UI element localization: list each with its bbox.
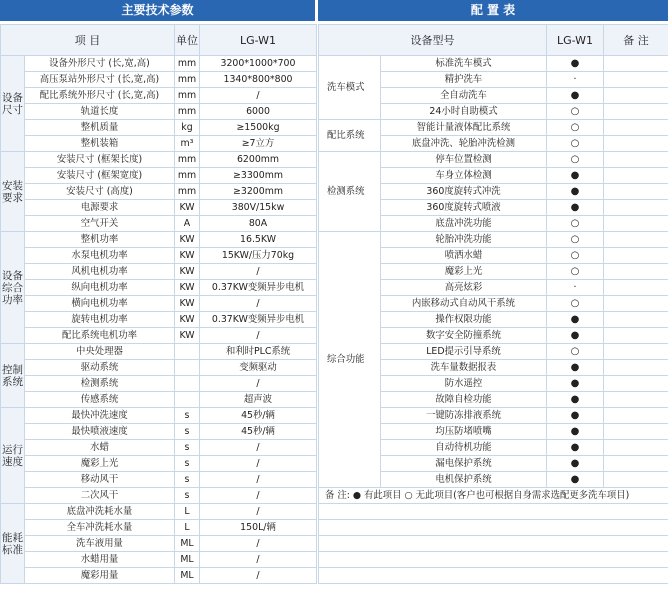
param-value: / (200, 440, 317, 456)
note-row (319, 488, 668, 504)
param-name: 配比系统电机功率 (25, 328, 175, 344)
param-value: 3200*1000*700 (200, 56, 317, 72)
param-unit: s (175, 488, 200, 504)
remark-cell (604, 168, 668, 184)
feature-status: ○ (547, 136, 604, 152)
remark-cell (604, 392, 668, 408)
param-unit: mm (175, 168, 200, 184)
left-title: 主要技术参数 (0, 0, 315, 21)
table-row (1, 264, 317, 280)
feature-status: ● (547, 56, 604, 72)
param-name: 旋转电机功率 (25, 312, 175, 328)
param-name: 最快喷液速度 (25, 424, 175, 440)
param-unit: KW (175, 200, 200, 216)
param-value: / (200, 456, 317, 472)
feature-status: ○ (547, 232, 604, 248)
header-model: LG-W1 (200, 25, 317, 56)
feature-name: 高亮炫彩 (381, 280, 547, 296)
feature-name: 停车位置检测 (381, 152, 547, 168)
remark-cell (604, 440, 668, 456)
table-row (1, 232, 317, 248)
param-name: 纵向电机功率 (25, 280, 175, 296)
remark-cell (604, 424, 668, 440)
empty-cell (319, 504, 668, 520)
feature-status: ● (547, 472, 604, 488)
table-row (1, 120, 317, 136)
param-value: 16.5KW (200, 232, 317, 248)
param-unit (175, 344, 200, 360)
header-row (319, 25, 668, 56)
empty-cell (319, 536, 668, 552)
tech-params-table (0, 24, 317, 584)
param-unit: s (175, 424, 200, 440)
feature-name: 轮胎冲洗功能 (381, 232, 547, 248)
feature-status: ○ (547, 248, 604, 264)
feature-status: · (547, 72, 604, 88)
feature-status: · (547, 280, 604, 296)
feature-name: 24小时自助模式 (381, 104, 547, 120)
feature-status: ● (547, 376, 604, 392)
table-row (1, 456, 317, 472)
param-unit: ML (175, 568, 200, 584)
param-unit: KW (175, 280, 200, 296)
param-name: 整机质量 (25, 120, 175, 136)
group-label: 设备综合功率 (1, 232, 25, 344)
param-name: 底盘冲洗耗水量 (25, 504, 175, 520)
feature-status: ● (547, 360, 604, 376)
param-value: / (200, 88, 317, 104)
table-row (1, 200, 317, 216)
remark-cell (604, 312, 668, 328)
param-value: 380V/15kw (200, 200, 317, 216)
remark-cell (604, 296, 668, 312)
param-value: / (200, 536, 317, 552)
table-row (319, 120, 668, 136)
remark-cell (604, 72, 668, 88)
feature-name: 内嵌移动式自动风干系统 (381, 296, 547, 312)
group-label: 洗车模式 (319, 56, 381, 120)
feature-status: ○ (547, 104, 604, 120)
param-name: 魔彩上光 (25, 456, 175, 472)
param-name: 水蜡用量 (25, 552, 175, 568)
param-name: 水泵电机功率 (25, 248, 175, 264)
param-unit: s (175, 408, 200, 424)
feature-status: ● (547, 440, 604, 456)
param-value: / (200, 504, 317, 520)
table-row (1, 328, 317, 344)
group-label: 检测系统 (319, 152, 381, 232)
param-value: / (200, 296, 317, 312)
feature-name: 故障自检功能 (381, 392, 547, 408)
remark-cell (604, 344, 668, 360)
param-value: / (200, 568, 317, 584)
param-name: 配比系统外形尺寸 (长,宽,高) (25, 88, 175, 104)
group-label: 运行速度 (1, 408, 25, 504)
feature-status: ○ (547, 216, 604, 232)
param-value: ≥1500kg (200, 120, 317, 136)
param-value: 和利时PLC系统 (200, 344, 317, 360)
remark-cell (604, 280, 668, 296)
param-unit: mm (175, 104, 200, 120)
table-row (1, 424, 317, 440)
feature-status: ● (547, 424, 604, 440)
group-label: 设备尺寸 (1, 56, 25, 152)
remark-cell (604, 56, 668, 72)
param-name: 魔彩用量 (25, 568, 175, 584)
param-value: 变频驱动 (200, 360, 317, 376)
param-unit: KW (175, 328, 200, 344)
header-item: 项 目 (1, 25, 175, 56)
table-row (1, 104, 317, 120)
param-name: 设备外形尺寸 (长,宽,高) (25, 56, 175, 72)
param-name: 移动风干 (25, 472, 175, 488)
param-unit: m³ (175, 136, 200, 152)
param-unit (175, 360, 200, 376)
table-row (1, 520, 317, 536)
empty-row (319, 520, 668, 536)
feature-status: ○ (547, 296, 604, 312)
param-name: 整机功率 (25, 232, 175, 248)
remark-cell (604, 456, 668, 472)
feature-name: 一键防冻排液系统 (381, 408, 547, 424)
param-unit (175, 376, 200, 392)
empty-row (319, 504, 668, 520)
param-unit: kg (175, 120, 200, 136)
table-row (319, 232, 668, 248)
group-label: 安装要求 (1, 152, 25, 232)
remark-cell (604, 248, 668, 264)
param-value: 80A (200, 216, 317, 232)
table-row (1, 152, 317, 168)
param-value: 超声波 (200, 392, 317, 408)
table-row (1, 536, 317, 552)
feature-name: 底盘冲洗、轮胎冲洗检测 (381, 136, 547, 152)
table-row (1, 296, 317, 312)
remark-cell (604, 472, 668, 488)
table-row (319, 152, 668, 168)
feature-status: ○ (547, 152, 604, 168)
header-model: LG-W1 (547, 25, 604, 56)
param-unit: s (175, 472, 200, 488)
feature-status: ● (547, 392, 604, 408)
feature-name: LED提示引导系统 (381, 344, 547, 360)
table-row (1, 568, 317, 584)
param-name: 最快冲洗速度 (25, 408, 175, 424)
empty-row (319, 568, 668, 584)
param-unit: ML (175, 552, 200, 568)
feature-name: 智能计量液体配比系统 (381, 120, 547, 136)
param-unit: KW (175, 264, 200, 280)
empty-row (319, 536, 668, 552)
feature-name: 标准洗车模式 (381, 56, 547, 72)
remark-cell (604, 200, 668, 216)
param-name: 全车冲洗耗水量 (25, 520, 175, 536)
feature-status: ○ (547, 264, 604, 280)
param-name: 中央处理器 (25, 344, 175, 360)
feature-status: ○ (547, 344, 604, 360)
header-row (1, 25, 317, 56)
param-name: 高压泵站外形尺寸 (长,宽,高) (25, 72, 175, 88)
feature-status: ● (547, 168, 604, 184)
param-value: / (200, 264, 317, 280)
param-unit: A (175, 216, 200, 232)
table-row (1, 360, 317, 376)
table-row (1, 392, 317, 408)
table-row (1, 504, 317, 520)
param-unit: KW (175, 232, 200, 248)
remark-cell (604, 152, 668, 168)
table-row (1, 280, 317, 296)
param-name: 安装尺寸 (框架长度) (25, 152, 175, 168)
table-row (1, 168, 317, 184)
param-name: 空气开关 (25, 216, 175, 232)
param-value: ≥3300mm (200, 168, 317, 184)
feature-name: 车身立体检测 (381, 168, 547, 184)
param-unit: mm (175, 88, 200, 104)
remark-cell (604, 232, 668, 248)
remark-cell (604, 104, 668, 120)
table-row (1, 136, 317, 152)
param-value: / (200, 488, 317, 504)
feature-status: ● (547, 200, 604, 216)
param-unit: mm (175, 152, 200, 168)
feature-name: 漏电保护系统 (381, 456, 547, 472)
header-remark: 备 注 (604, 25, 668, 56)
group-label: 能耗标准 (1, 504, 25, 584)
remark-cell (604, 136, 668, 152)
feature-name: 洗车量数据报表 (381, 360, 547, 376)
group-label: 控制系统 (1, 344, 25, 408)
table-row (1, 216, 317, 232)
feature-status: ● (547, 456, 604, 472)
param-name: 水蜡 (25, 440, 175, 456)
remark-cell (604, 376, 668, 392)
remark-cell (604, 88, 668, 104)
config-table (318, 24, 668, 584)
feature-status: ● (547, 328, 604, 344)
param-value: ≥7立方 (200, 136, 317, 152)
param-unit: mm (175, 72, 200, 88)
table-row (1, 488, 317, 504)
param-unit: ML (175, 536, 200, 552)
remark-cell (604, 216, 668, 232)
remark-cell (604, 264, 668, 280)
feature-name: 操作权限功能 (381, 312, 547, 328)
param-unit: mm (175, 56, 200, 72)
feature-name: 精护洗车 (381, 72, 547, 88)
table-row (1, 552, 317, 568)
feature-status: ● (547, 312, 604, 328)
empty-cell (319, 520, 668, 536)
feature-name: 防水遥控 (381, 376, 547, 392)
remark-cell (604, 120, 668, 136)
feature-name: 魔彩上光 (381, 264, 547, 280)
header-config: 设备型号 (319, 25, 547, 56)
param-unit (175, 392, 200, 408)
param-value: 0.37KW变频异步电机 (200, 280, 317, 296)
legend-note: 备 注: ● 有此项目 ○ 无此项目(客户也可根据自身需求选配更多洗车项目) (319, 488, 668, 504)
param-value: 6000 (200, 104, 317, 120)
table-row (1, 408, 317, 424)
group-label: 综合功能 (319, 232, 381, 488)
feature-status: ● (547, 88, 604, 104)
table-row (1, 440, 317, 456)
param-value: / (200, 328, 317, 344)
header-unit: 单位 (175, 25, 200, 56)
param-value: 6200mm (200, 152, 317, 168)
param-value: / (200, 472, 317, 488)
feature-name: 自动待机功能 (381, 440, 547, 456)
param-value: 1340*800*800 (200, 72, 317, 88)
table-row (1, 184, 317, 200)
param-name: 整机装箱 (25, 136, 175, 152)
param-unit: KW (175, 248, 200, 264)
param-unit: L (175, 504, 200, 520)
table-row (1, 248, 317, 264)
feature-name: 均压防堵喷嘴 (381, 424, 547, 440)
remark-cell (604, 408, 668, 424)
table-row (1, 344, 317, 360)
param-unit: KW (175, 312, 200, 328)
group-label: 配比系统 (319, 120, 381, 152)
param-value: 15KW/压力70kg (200, 248, 317, 264)
param-value: / (200, 376, 317, 392)
empty-cell (319, 568, 668, 584)
table-row (1, 72, 317, 88)
param-name: 轨道长度 (25, 104, 175, 120)
param-value: 0.37KW变频异步电机 (200, 312, 317, 328)
param-name: 二次风干 (25, 488, 175, 504)
feature-name: 喷洒水蜡 (381, 248, 547, 264)
feature-status: ● (547, 408, 604, 424)
param-value: ≥3200mm (200, 184, 317, 200)
param-value: 45秒/辆 (200, 408, 317, 424)
param-name: 安装尺寸 (框架宽度) (25, 168, 175, 184)
feature-status: ● (547, 184, 604, 200)
right-title: 配 置 表 (318, 0, 668, 21)
param-name: 驱动系统 (25, 360, 175, 376)
feature-name: 电机保护系统 (381, 472, 547, 488)
empty-row (319, 552, 668, 568)
param-unit: mm (175, 184, 200, 200)
param-unit: s (175, 456, 200, 472)
table-row (319, 56, 668, 72)
remark-cell (604, 184, 668, 200)
remark-cell (604, 360, 668, 376)
param-name: 安装尺寸 (高度) (25, 184, 175, 200)
param-name: 电源要求 (25, 200, 175, 216)
feature-name: 数字安全防撞系统 (381, 328, 547, 344)
remark-cell (604, 328, 668, 344)
param-value: 45秒/辆 (200, 424, 317, 440)
feature-name: 全自动洗车 (381, 88, 547, 104)
table-row (1, 472, 317, 488)
table-row (1, 376, 317, 392)
param-name: 洗车液用量 (25, 536, 175, 552)
feature-name: 底盘冲洗功能 (381, 216, 547, 232)
feature-status: ○ (547, 120, 604, 136)
feature-name: 360度旋转式喷液 (381, 200, 547, 216)
param-unit: KW (175, 296, 200, 312)
param-name: 传感系统 (25, 392, 175, 408)
table-row (1, 312, 317, 328)
empty-cell (319, 552, 668, 568)
feature-name: 360度旋转式冲洗 (381, 184, 547, 200)
param-unit: s (175, 440, 200, 456)
table-row (1, 88, 317, 104)
param-name: 横向电机功率 (25, 296, 175, 312)
param-unit: L (175, 520, 200, 536)
table-row (1, 56, 317, 72)
param-value: 150L/辆 (200, 520, 317, 536)
param-value: / (200, 552, 317, 568)
param-name: 风机电机功率 (25, 264, 175, 280)
param-name: 检测系统 (25, 376, 175, 392)
